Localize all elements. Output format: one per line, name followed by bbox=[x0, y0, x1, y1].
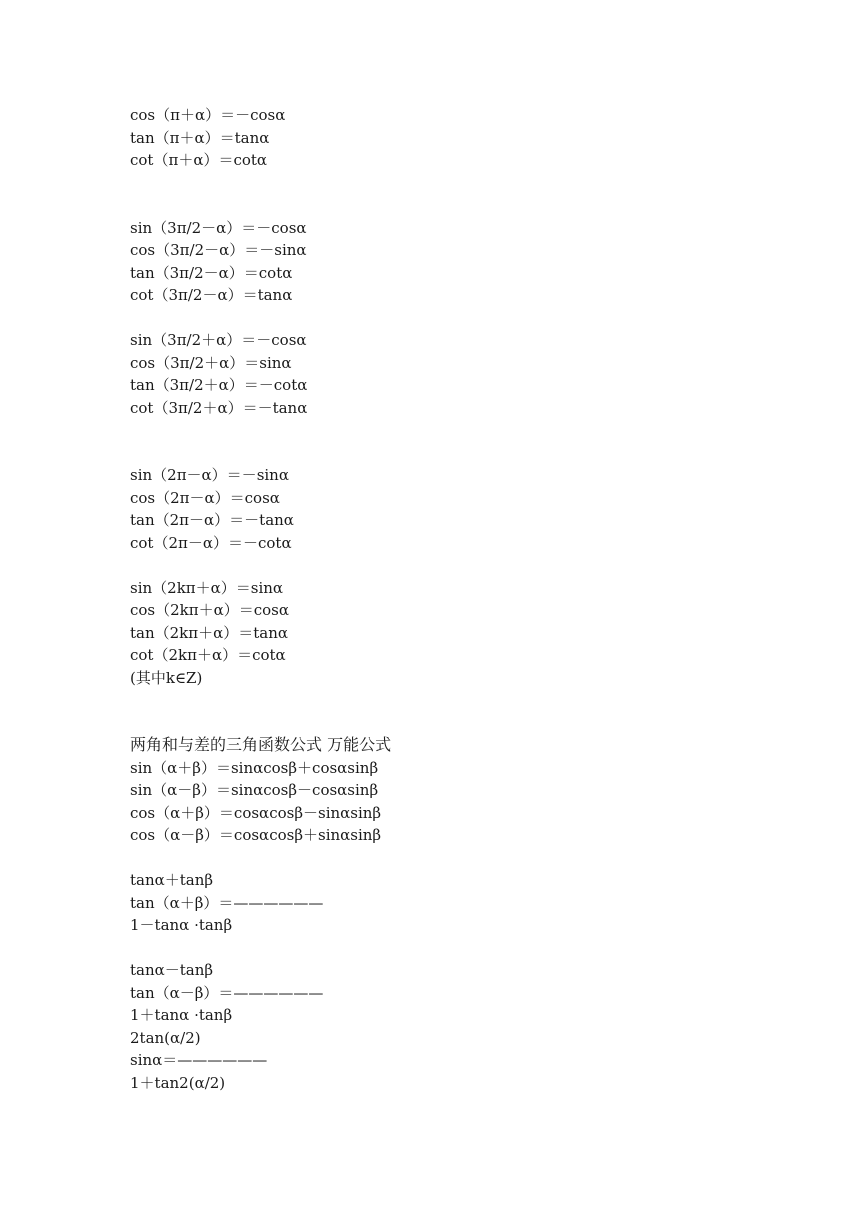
blank-line bbox=[130, 172, 810, 195]
blank-line bbox=[130, 554, 810, 577]
formula-group bbox=[130, 217, 810, 330]
formula-line: 1＋tan2(α/2) bbox=[130, 1073, 226, 1092]
formula-line: sin（3π/2＋α）＝－cosα bbox=[130, 331, 307, 349]
formula-line: 1＋tanα ·tanβ bbox=[130, 1006, 233, 1024]
formula-line: tan（α＋β）＝—————— bbox=[130, 893, 324, 912]
formula-line: cos（2kπ＋α）＝cosα bbox=[130, 601, 290, 619]
blank-line bbox=[130, 712, 810, 735]
formula-line: cot（3π/2－α）＝tanα bbox=[130, 286, 293, 304]
formula-group bbox=[130, 734, 810, 869]
formula-line: cot（2π－α）＝－cotα bbox=[130, 533, 292, 552]
formula-line: cot（π＋α）＝cotα bbox=[130, 151, 268, 169]
formula-line: tan（3π/2＋α）＝－cotα bbox=[130, 376, 308, 394]
formula-line: (其中k∈Z) bbox=[130, 668, 203, 687]
formula-line: sinα＝—————— bbox=[130, 1051, 268, 1069]
formula-line: sin（3π/2－α）＝－cosα bbox=[130, 218, 307, 237]
formula-group bbox=[130, 464, 810, 577]
blank-line bbox=[130, 689, 810, 712]
blank-line bbox=[130, 194, 810, 217]
formula-line: cos（3π/2－α）＝－sinα bbox=[130, 241, 307, 259]
formula-group bbox=[130, 869, 810, 959]
blank-line bbox=[130, 442, 810, 465]
formula-line: tan（3π/2－α）＝cotα bbox=[130, 263, 293, 282]
formula-group bbox=[130, 104, 810, 217]
formula-group bbox=[130, 577, 810, 735]
formula-line: cos（π＋α）＝－cosα bbox=[130, 106, 286, 124]
blank-line bbox=[130, 307, 810, 330]
formula-line: 1－tanα ·tanβ bbox=[130, 916, 233, 934]
formula-line: cot（2kπ＋α）＝cotα bbox=[130, 646, 286, 664]
formula-group bbox=[130, 329, 810, 464]
section-heading: 两角和与差的三角函数公式 万能公式 bbox=[130, 735, 392, 754]
formula-line: tan（2kπ＋α）＝tanα bbox=[130, 623, 289, 642]
blank-line bbox=[130, 937, 810, 960]
formula-line: cos（3π/2＋α）＝sinα bbox=[130, 353, 292, 372]
formula-line: sin（α＋β）＝sinαcosβ＋cosαsinβ bbox=[130, 758, 379, 777]
formula-line: cos（α－β）＝cosαcosβ＋sinαsinβ bbox=[130, 826, 382, 844]
formula-line: tanα－tanβ bbox=[130, 961, 214, 979]
formula-line: sin（2kπ＋α）＝sinα bbox=[130, 578, 284, 597]
formula-line: cot（3π/2＋α）＝－tanα bbox=[130, 398, 308, 417]
formula-line: tanα＋tanβ bbox=[130, 871, 214, 889]
blank-line bbox=[130, 419, 810, 442]
formula-text-body bbox=[130, 104, 810, 1094]
formula-line: tan（α－β）＝—————— bbox=[130, 983, 324, 1002]
formula-group bbox=[130, 959, 810, 1094]
formula-line: cos（2π－α）＝cosα bbox=[130, 488, 280, 507]
formula-line: cos（α＋β）＝cosαcosβ－sinαsinβ bbox=[130, 803, 382, 822]
formula-line: tan（2π－α）＝－tanα bbox=[130, 511, 294, 529]
formula-line: sin（α－β）＝sinαcosβ－cosαsinβ bbox=[130, 781, 379, 799]
formula-line: 2tan(α/2) bbox=[130, 1028, 201, 1047]
blank-line bbox=[130, 847, 810, 870]
formula-line: sin（2π－α）＝－sinα bbox=[130, 466, 289, 484]
formula-line: tan（π＋α）＝tanα bbox=[130, 128, 270, 147]
